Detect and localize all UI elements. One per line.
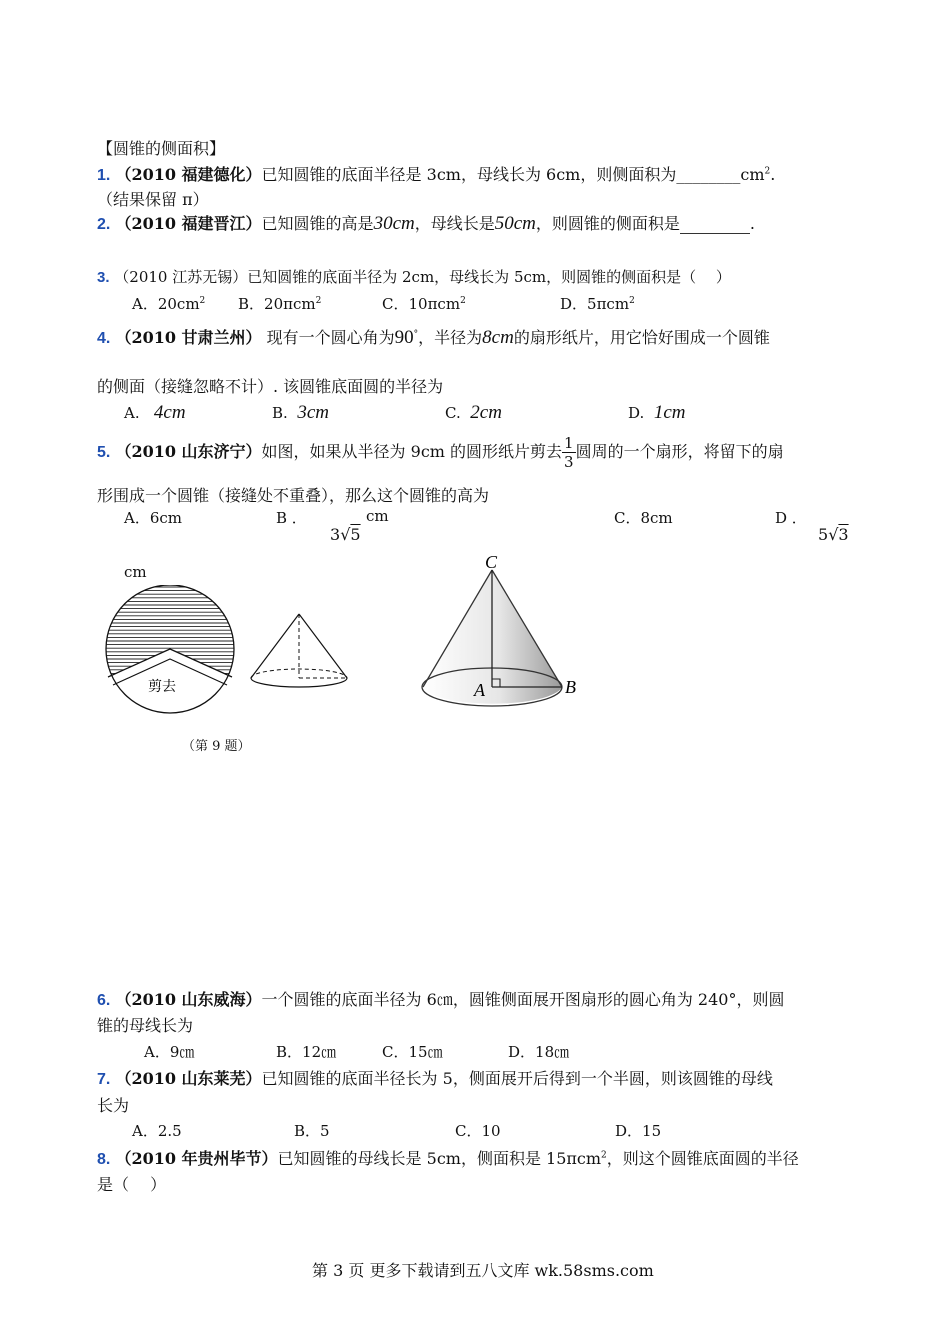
- question-text: 已知圆锥的母线长是 5cm，侧面积是 15πcm: [277, 1149, 602, 1168]
- fraction-numerator: 1: [564, 434, 574, 452]
- option-a: [124, 402, 186, 424]
- option-a: [132, 293, 205, 314]
- question-text: 已知圆锥的高是: [261, 214, 374, 233]
- question-number: 1.: [97, 167, 111, 184]
- option-a: A．9㎝: [144, 1043, 195, 1061]
- option-label: C.: [445, 404, 461, 422]
- option-a: A．2.5: [132, 1122, 182, 1140]
- question-text: ，则这个圆锥底面圆的半径: [606, 1149, 799, 1168]
- question-5-line2: 形围成一个圆锥（接缝处不重叠），那么这个圆锥的高为: [97, 486, 490, 505]
- cone-abc-figure: [410, 548, 590, 710]
- option-a: A．6cm: [124, 509, 183, 527]
- point-a-label: A: [474, 680, 485, 700]
- question-source: （2010 山东莱芜）: [115, 1069, 262, 1088]
- answer-blank: [680, 214, 750, 234]
- question-number: 3.: [97, 269, 110, 286]
- question-source: （2010 福建晋江）: [115, 214, 262, 233]
- option-label: B．20πcm: [238, 295, 316, 313]
- page-footer: 第 3 页 更多下载请到五八文库 wk.58sms.com: [312, 1261, 654, 1280]
- option-b: [238, 293, 321, 314]
- option-label: A．20cm: [132, 295, 200, 313]
- option-d: D．18㎝: [508, 1043, 570, 1061]
- question-8-line2: 是（ ）: [97, 1175, 167, 1194]
- question-6-line2: 锥的母线长为: [97, 1016, 194, 1035]
- option-label: A.: [124, 404, 140, 422]
- option-c: C．8cm: [614, 509, 673, 527]
- option-value: 4cm: [153, 402, 186, 423]
- option-b-value: 3√5: [330, 525, 361, 544]
- question-text: ，则圆锥的侧面积是: [535, 214, 680, 233]
- option-label: D．5πcm: [560, 295, 630, 313]
- option-d-unit: cm: [124, 563, 147, 581]
- question-4: [97, 325, 770, 349]
- angle-value: 90: [394, 327, 414, 348]
- option-c: [382, 293, 466, 314]
- question-source: （2010 甘肃兰州）: [115, 328, 262, 347]
- question-number: 7.: [97, 1071, 111, 1088]
- question-number: 8.: [97, 1151, 111, 1168]
- question-text: ，半径为: [418, 328, 483, 347]
- question-6: [97, 987, 784, 1010]
- option-d: D．15: [615, 1122, 662, 1140]
- option-b: B．5: [294, 1122, 330, 1140]
- option-d-value: 5√3: [818, 525, 849, 544]
- question-1-line2: （结果保留 π）: [97, 190, 209, 209]
- option-d: [628, 402, 685, 424]
- cut-label: 剪去: [148, 679, 176, 695]
- period: .: [749, 214, 755, 233]
- question-source: （2010 山东威海）: [115, 990, 262, 1009]
- question-4-line2: 的侧面（接缝忽略不计）. 该圆锥底面圆的半径为: [97, 377, 444, 396]
- radius-value: 8cm: [482, 327, 514, 348]
- superscript: 2: [315, 296, 322, 306]
- question-source: （2010 年贵州毕节）: [115, 1149, 278, 1168]
- superscript: 2: [601, 1150, 607, 1161]
- superscript: 2: [764, 166, 771, 177]
- superscript: 2: [629, 296, 635, 306]
- option-c: C．15㎝: [382, 1043, 443, 1061]
- question-text: 如图，如果从半径为 9cm 的圆形纸片剪去: [261, 442, 563, 461]
- question-source: （2010 山东济宁）: [115, 442, 262, 461]
- option-b: [272, 402, 329, 424]
- superscript: 2: [199, 296, 206, 306]
- circle-cut-figure: [96, 585, 246, 717]
- question-text: 已知圆锥的底面半径长为 5，侧面展开后得到一个半圆，则该圆锥的母线: [261, 1069, 773, 1088]
- question-number: 4.: [97, 330, 111, 347]
- question-number: 2.: [97, 216, 111, 233]
- coefficient: 3: [330, 525, 341, 544]
- question-number: 5.: [97, 444, 111, 461]
- question-7-line2: 长为: [97, 1096, 130, 1115]
- answer-blank: ________: [676, 165, 741, 184]
- superscript: 2: [460, 296, 466, 306]
- option-label: C．10πcm: [382, 295, 461, 313]
- option-value: 2cm: [470, 402, 502, 423]
- question-text: ，母线长是: [414, 214, 495, 233]
- question-3: [97, 266, 731, 287]
- option-d: [560, 293, 635, 314]
- question-source: （2010 福建德化）: [115, 165, 262, 184]
- option-label: D.: [628, 404, 645, 422]
- question-text: 一个圆锥的底面半径为 6㎝，圆锥侧面展开图扇形的圆心角为 240°，则圆: [261, 990, 785, 1009]
- option-c: C．10: [455, 1122, 501, 1140]
- question-text: 已知圆锥的底面半径是 3cm，母线长为 6cm，则侧面积为: [261, 165, 677, 184]
- option-b: B．12㎝: [276, 1043, 337, 1061]
- radicand: 3: [838, 525, 849, 544]
- question-text: 的扇形纸片，用它恰好围成一个圆锥: [513, 328, 770, 347]
- math-value: 30cm: [373, 213, 415, 234]
- fraction-denominator: 3: [564, 453, 574, 471]
- figure-caption: （第 9 题）: [182, 739, 251, 754]
- question-text: （2010 江苏无锡）已知圆锥的底面半径为 2cm，母线长为 5cm，则圆锥的侧面积是（ ）: [114, 268, 731, 286]
- point-b-label: B: [565, 677, 576, 697]
- option-c: [445, 402, 502, 424]
- period: .: [770, 165, 776, 184]
- question-text: 现有一个圆心角为: [266, 328, 395, 347]
- option-d-label: D ．: [775, 509, 807, 527]
- point-c-label: C: [485, 552, 498, 572]
- unit: cm: [740, 165, 765, 184]
- fraction: [562, 434, 576, 471]
- small-cone-figure: [246, 612, 352, 692]
- option-b-label: B ．: [276, 509, 307, 527]
- question-2: [97, 211, 755, 235]
- question-8: [97, 1146, 799, 1169]
- section-title: 【圆锥的侧面积】: [97, 139, 226, 158]
- question-5: [97, 434, 784, 471]
- radicand: 5: [350, 525, 361, 544]
- question-number: 6.: [97, 992, 111, 1009]
- option-label: B.: [272, 404, 288, 422]
- option-value: 3cm: [297, 402, 329, 423]
- coefficient: 5: [818, 525, 829, 544]
- question-text: 圆周的一个扇形，将留下的扇: [575, 442, 784, 461]
- math-value: 50cm: [494, 213, 536, 234]
- option-b-unit: cm: [366, 507, 389, 525]
- question-7: [97, 1066, 773, 1089]
- question-1: [97, 162, 775, 185]
- option-value: 1cm: [653, 402, 686, 423]
- degree-sign: °: [413, 329, 419, 340]
